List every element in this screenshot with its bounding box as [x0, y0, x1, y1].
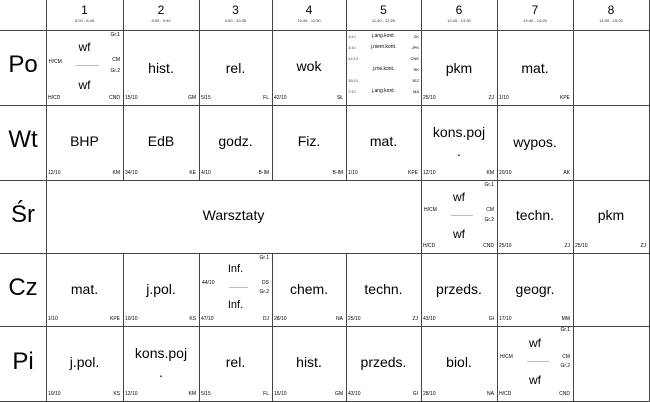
period-time: 12:45 - 13:30: [447, 18, 471, 23]
lesson-subject: wf: [453, 190, 465, 204]
room-label: H/CM: [424, 207, 437, 213]
teacher-label: NA: [487, 391, 494, 397]
lesson-cell-cz-1: [46, 253, 123, 326]
group-row: [346, 54, 421, 65]
room-label: 12/10: [423, 170, 436, 176]
group-divider: [527, 361, 549, 362]
room-label: 34/10: [125, 170, 138, 176]
period-header-7: [497, 0, 573, 30]
lesson-cell-wt-1: [46, 105, 123, 180]
day-label-tuesday: Wt: [8, 126, 38, 153]
teacher-label: GM: [187, 95, 196, 101]
lesson-subject: wf: [78, 78, 91, 92]
room-label: H/CD: [423, 243, 436, 249]
lesson-subject: wf: [529, 336, 541, 350]
lesson-cell-pi-2: [123, 326, 199, 401]
lesson-subject: j.pol.: [69, 354, 100, 370]
teacher-label: CND: [483, 243, 494, 249]
teacher-label: CM: [562, 354, 570, 360]
room-label: 41/10: [348, 56, 359, 61]
teacher-label: KPE: [109, 316, 120, 322]
room-label: 43/10: [423, 316, 436, 322]
teacher-label: GI: [488, 316, 494, 322]
room-label: H/CD: [48, 95, 61, 101]
period-header-5: [346, 0, 421, 30]
lesson-subject: techn.: [364, 281, 403, 297]
lesson-subject: rel.: [225, 354, 246, 370]
lesson-cell-po-2: [123, 30, 199, 105]
lesson-subject: wf: [453, 227, 465, 241]
teacher-label: ZJ: [412, 316, 418, 322]
group-label: Gr.2: [110, 68, 120, 74]
period-header-3: [199, 0, 272, 30]
period-time: 14:35 - 15:20: [599, 18, 623, 23]
teacher-label: ZJ: [640, 243, 646, 249]
room-label: 42/10: [274, 95, 287, 101]
room-label: 1/10: [348, 170, 358, 176]
teacher-label: CM: [112, 57, 120, 63]
teacher-label: KPE: [407, 170, 418, 176]
lesson-cell-po-5: [346, 30, 421, 105]
lesson-cell-cz-6: [421, 253, 497, 326]
lesson-subject: geogr.: [515, 281, 555, 297]
lesson-subject: BHP: [70, 133, 99, 149]
lesson-subject: j.ang.kont.: [371, 88, 396, 94]
group-label: Gr.1: [259, 255, 269, 261]
teacher-label: DJ: [262, 316, 269, 322]
teacher-label: MA: [413, 89, 419, 94]
lesson-cell-pi-5: [346, 326, 421, 401]
lesson-cell-wt-7: [497, 105, 573, 180]
room-label: 3/10: [348, 45, 356, 50]
room-label: 25/10: [499, 243, 512, 249]
room-label: 12/10: [125, 391, 138, 397]
lesson-cell-po-6: [421, 30, 497, 105]
room-label: 25/10: [348, 316, 361, 322]
lesson-cell-sr-7: [497, 180, 573, 253]
group-label: Gr.1: [110, 32, 120, 38]
room-label: 7/10: [348, 89, 356, 94]
group-row: [346, 32, 421, 43]
teacher-label: DS: [262, 280, 269, 286]
group-row: [346, 87, 421, 98]
room-label: 20/10: [499, 170, 512, 176]
lesson-cell-pi-3: [199, 326, 272, 401]
group-label: Gr.2: [560, 363, 570, 369]
period-time: 11:40 - 12:25: [371, 18, 396, 23]
lesson-cell-cz-7: [497, 253, 573, 326]
room-label: 1/10: [48, 316, 58, 322]
period-number: 1: [81, 3, 88, 17]
teacher-label: FL: [263, 391, 269, 397]
room-label: 28/10: [423, 391, 436, 397]
teacher-label: B-IM: [332, 170, 343, 176]
lesson-subject: pkm: [597, 207, 625, 223]
teacher-label: GM: [334, 391, 343, 397]
lesson-subject-workshops: Warsztaty: [202, 207, 265, 223]
teacher-label: B-IM: [258, 170, 269, 176]
lesson-subject: hist.: [148, 60, 174, 76]
lesson-cell-sr-6: [421, 180, 497, 253]
teacher-label: JPK: [411, 45, 419, 50]
room-label: 25/10: [575, 243, 588, 249]
lesson-cell-po-7: [497, 30, 573, 105]
lesson-subject: mat.: [521, 60, 549, 76]
lesson-subject: kons.poj: [134, 345, 188, 361]
lesson-subject: chem.: [289, 281, 329, 297]
lesson-subject: wypos.: [513, 134, 557, 150]
room-label: 1/10: [348, 34, 356, 39]
teacher-label: KPE: [559, 95, 570, 101]
lesson-subject: EdB: [147, 133, 175, 149]
period-time: 10:45 - 11:30: [297, 18, 321, 23]
period-number: 4: [305, 3, 313, 17]
room-label: 15/10: [125, 95, 138, 101]
lesson-cell-wt-2: [123, 105, 199, 180]
teacher-label: CNE: [410, 56, 419, 61]
teacher-label: JEZ: [411, 78, 419, 83]
teacher-label: GI: [412, 391, 418, 397]
teacher-label: ZK: [413, 34, 419, 39]
teacher-label: KE: [189, 170, 196, 176]
lesson-subject: hist.: [296, 354, 322, 370]
group-label: Gr.1: [484, 182, 494, 188]
group-divider: [229, 287, 248, 288]
teacher-label: RK: [413, 67, 419, 72]
period-number: 3: [232, 3, 239, 17]
lesson-subject: j.niem.kont.: [370, 44, 397, 50]
room-label: 10/10: [125, 316, 138, 322]
teacher-label: SŁ: [336, 95, 343, 101]
lesson-subject: j.ros.kont.: [372, 66, 395, 72]
room-label: 15/10: [274, 391, 287, 397]
day-label-thursday: Cz: [8, 274, 38, 301]
day-label-wednesday: Śr: [11, 201, 35, 228]
period-number: 2: [157, 3, 165, 17]
lesson-subject: rel.: [225, 60, 246, 76]
period-time: 9:50 - 10:35: [224, 18, 247, 23]
group-row: [346, 65, 421, 76]
lesson-subject: biol.: [446, 354, 472, 370]
group-label: Gr.2: [484, 217, 494, 223]
lesson-subject: wok: [296, 58, 322, 74]
lesson-subject: mat.: [70, 281, 99, 297]
teacher-label: AK: [563, 170, 570, 176]
period-number: 8: [607, 3, 615, 17]
lesson-subject: przeds.: [360, 354, 407, 370]
lesson-cell-wt-5: [346, 105, 421, 180]
teacher-label: KM: [486, 170, 494, 176]
lesson-subject: wf: [529, 373, 541, 387]
lesson-subject: godz.: [218, 133, 253, 149]
room-label: 43/10: [348, 391, 361, 397]
lesson-subject: pkm: [445, 60, 473, 76]
teacher-label: ZJ: [564, 243, 570, 249]
teacher-label: NA: [336, 316, 343, 322]
teacher-label: KM: [112, 170, 120, 176]
period-number: 6: [455, 3, 463, 17]
lesson-subject: j.pol.: [146, 281, 176, 297]
group-label: Gr.1: [560, 327, 570, 333]
lesson-cell-pi-4: [272, 326, 346, 401]
lesson-cell-po-4: [272, 30, 346, 105]
room-label: H/CM: [500, 354, 513, 360]
room-label: 10/10: [48, 391, 61, 397]
lesson-cell-cz-4: [272, 253, 346, 326]
period-time: 8:55 - 9:40: [151, 18, 171, 23]
lesson-cell-po-1: [46, 30, 123, 105]
lesson-cell-cz-5: [346, 253, 421, 326]
teacher-label: KM: [188, 391, 196, 397]
teacher-label: MM: [561, 316, 570, 322]
group-divider: [451, 215, 473, 216]
room-label: H/CM: [49, 59, 62, 65]
teacher-label: KS: [189, 316, 196, 322]
room-label: 25/10: [423, 95, 436, 101]
period-header-8: [573, 0, 649, 30]
lesson-cell-wt-6: [421, 105, 497, 180]
lesson-cell-sr-8: [573, 180, 649, 253]
period-header-2: [123, 0, 199, 30]
lesson-subject: wf: [78, 40, 91, 54]
period-header-6: [421, 0, 497, 30]
lesson-subject-continued: .: [457, 143, 461, 159]
lesson-cell-pi-1: [46, 326, 123, 401]
group-divider: [76, 65, 99, 66]
lesson-cell-wt-4: [272, 105, 346, 180]
period-time: 8:00 - 8:45: [74, 18, 95, 23]
teacher-label: CND: [109, 95, 120, 101]
period-number: 7: [531, 3, 539, 17]
lesson-cell-wt-3: [199, 105, 272, 180]
day-label-friday: Pi: [12, 348, 34, 375]
room-label: 47/10: [201, 316, 214, 322]
lesson-cell-cz-2: [123, 253, 199, 326]
period-number: 5: [380, 3, 387, 17]
teacher-label: ZJ: [488, 95, 494, 101]
room-label: 28/10: [274, 316, 287, 322]
group-label: Gr.2: [259, 289, 269, 295]
room-label: 5/15: [201, 391, 211, 397]
lesson-subject: techn.: [515, 207, 555, 223]
lesson-cell-cz-3: [199, 253, 272, 326]
lesson-subject: Inf.: [227, 299, 244, 311]
room-label: H/CD: [499, 391, 512, 397]
period-time: 13:40 - 14:25: [523, 18, 547, 23]
lesson-subject: Inf.: [227, 263, 244, 275]
group-row: [346, 76, 421, 87]
teacher-label: FL: [263, 95, 269, 101]
lesson-cell-pi-6: [421, 326, 497, 401]
day-label-monday: Po: [8, 51, 38, 78]
lesson-cell-pi-7: [497, 326, 573, 401]
period-header-1: [46, 0, 123, 30]
teacher-label: CM: [486, 207, 494, 213]
lesson-subject: przeds.: [436, 281, 482, 297]
group-row: [346, 43, 421, 54]
period-header-4: [272, 0, 346, 30]
lesson-cell-po-3: [199, 30, 272, 105]
lesson-subject: Fiz.: [297, 133, 321, 149]
room-label: 17/10: [499, 316, 512, 322]
room-label: 5/15: [201, 95, 211, 101]
lesson-subject-continued: .: [159, 364, 163, 380]
room-label: 44/10: [202, 280, 215, 286]
room-label: 4/10: [201, 170, 211, 176]
lesson-subject: j.ang.kont.: [371, 33, 396, 39]
teacher-label: CND: [559, 391, 570, 397]
lesson-subject: kons.poj: [432, 124, 486, 140]
lesson-subject: mat.: [369, 133, 398, 149]
teacher-label: KS: [113, 391, 120, 397]
room-label: 1/10: [499, 95, 509, 101]
room-label: 36/10: [348, 78, 359, 83]
room-label: 12/10: [48, 170, 61, 176]
